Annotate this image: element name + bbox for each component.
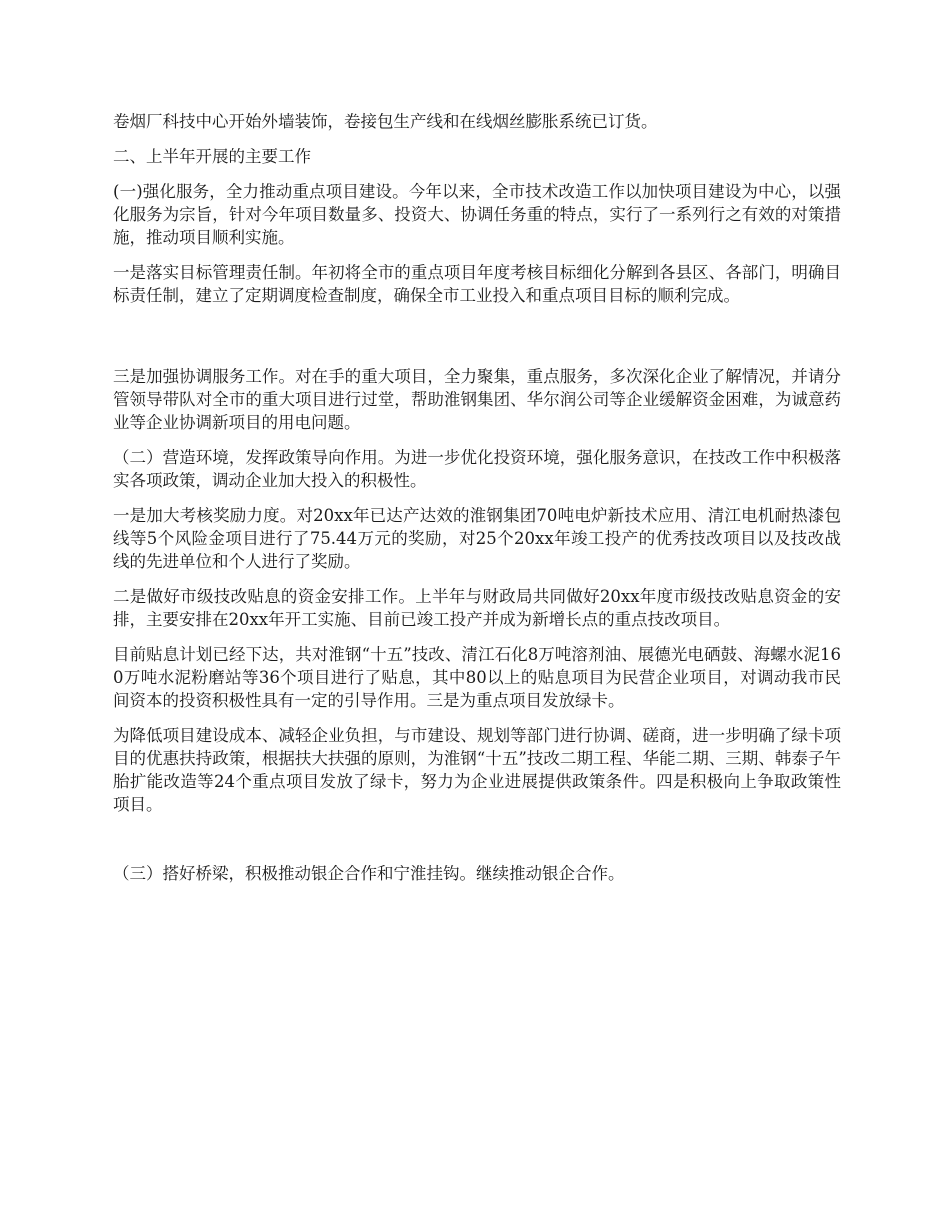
paragraph-bank-cooperation: （三）搭好桥梁，积极推动银企合作和宁淮挂钩。继续推动银企合作。 — [113, 864, 625, 883]
blank-gap — [113, 828, 841, 862]
blank-gap — [113, 319, 841, 365]
paragraph-green-card: 为降低项目建设成本、减轻企业负担，与市建设、规划等部门进行协调、磋商，进一步明确了绿卡项目的优惠扶持政策，根据扶大扶强的原则，为淮钢“十五”技改二期工程、华能二期、三期、韩泰子午胎扩能改造等24个重点项目发放了绿卡，努力为企业进展提供政策条件。四是积极向上争取政策性项目。 — [113, 726, 841, 814]
paragraph-environment: （二）营造环境，发挥政策导向作用。为进一步优化投资环境，强化服务意识，在技改工作中积极落实各项政策，调动企业加大投入的积极性。 — [113, 448, 841, 490]
paragraph-rewards: 一是加大考核奖励力度。对20xx年已达产达效的淮钢集团70吨电炉新技术应用、清江电机耐热漆包线等5个风险金项目进行了75.44万元的奖励，对25个20xx年竣工投产的优秀技改项目以及技改战线的先进单位和个人进行了奖励。 — [113, 506, 841, 571]
document-body — [113, 110, 841, 897]
paragraph-target-management: 一是落实目标管理责任制。年初将全市的重点项目年度考核目标细化分解到各县区、各部门，明确目标责任制，建立了定期调度检查制度，确保全市工业投入和重点项目目标的顺利完成。 — [113, 263, 841, 305]
paragraph-strengthen-service: (一)强化服务，全力推动重点项目建设。今年以来，全市技术改造工作以加快项目建设为中心，以强化服务为宗旨，针对今年项目数量多、投资大、协调任务重的特点，实行了一系列行之有效的对策措施，推动项目顺利实施。 — [113, 182, 841, 247]
paragraph-coordination: 三是加强协调服务工作。对在手的重大项目，全力聚集，重点服务，多次深化企业了解情况，并请分管领导带队对全市的重大项目进行过堂，帮助淮钢集团、华尔润公司等企业缓解资金困难，为诚意药业等企业协调新项目的用电问题。 — [113, 367, 841, 432]
paragraph-interest-subsidy: 二是做好市级技改贴息的资金安排工作。上半年与财政局共同做好20xx年度市级技改贴息资金的安排，主要安排在20xx年开工实施、目前已竣工投产并成为新增长点的重点技改项目。 — [113, 587, 841, 629]
paragraph-intro: 卷烟厂科技中心开始外墙装饰，卷接包生产线和在线烟丝膨胀系统已订货。 — [113, 112, 658, 131]
section-heading: 二、上半年开展的主要工作 — [113, 147, 311, 166]
paragraph-subsidy-plan: 目前贴息计划已经下达，共对淮钢“十五”技改、清江石化8万吨溶剂油、展德光电硒鼓、海螺水泥160万吨水泥粉磨站等36个项目进行了贴息，其中80以上的贴息项目为民营企业项目，对调动我市民间资本的投资积极性具有一定的引导作用。三是为重点项目发放绿卡。 — [113, 645, 841, 710]
